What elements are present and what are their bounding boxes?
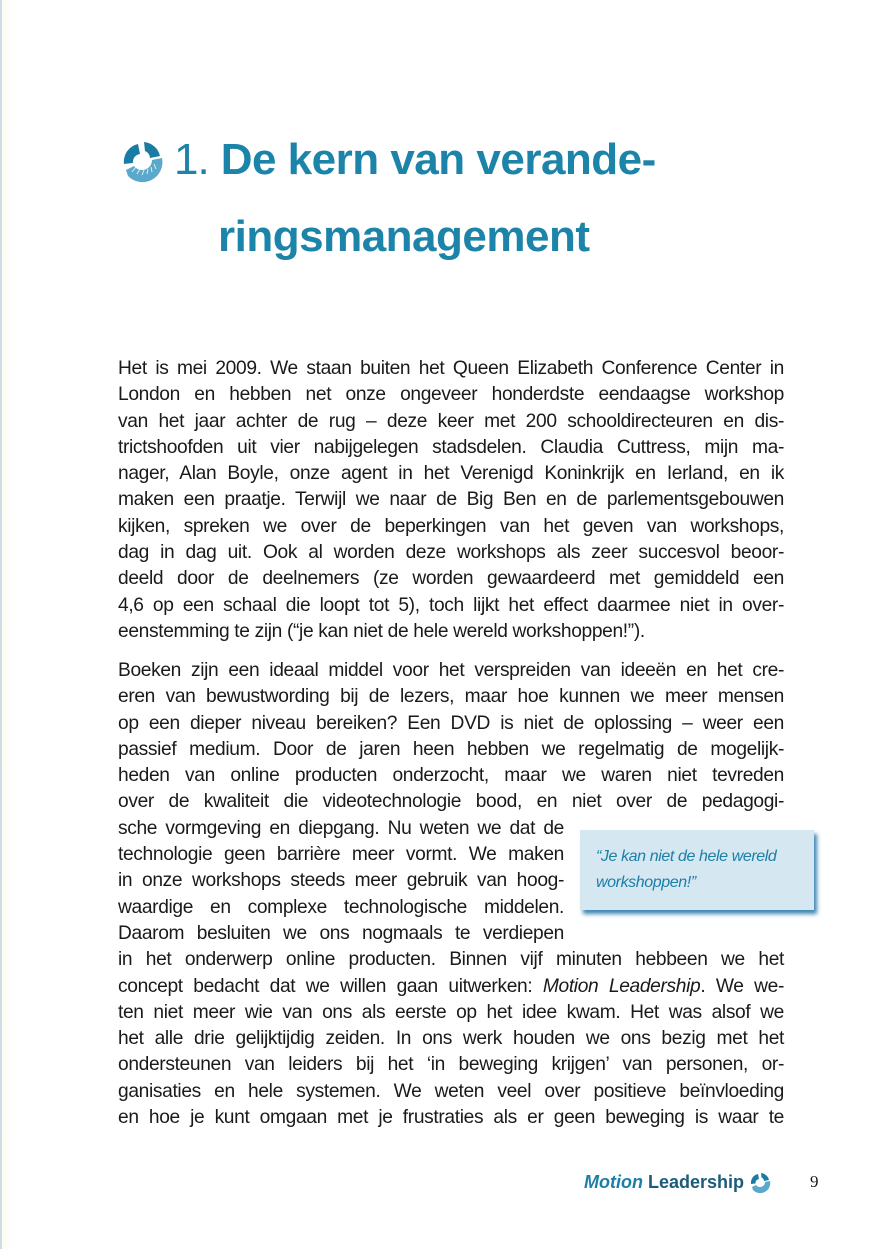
text-line: waardige en complexe technologische middelen.: [118, 896, 564, 918]
text-line: Daarom besluiten we ons nogmaals te verdiepen: [118, 922, 564, 944]
text-line: eren van bewustwording bij de lezers, maar hoe kunnen we meer mensen: [118, 686, 784, 708]
pull-quote-line2: workshoppen!”: [596, 874, 696, 891]
text-line: in het onderwerp online producten. Binnen vijf minuten hebbeen we het: [118, 949, 784, 971]
footer-brand-motion: Motion: [584, 1171, 643, 1192]
book-title-italic: Motion Leadership: [542, 975, 701, 997]
text-line: over de kwaliteit die videotechnologie bood, en niet over de pedagogi-: [118, 791, 784, 813]
footer-brand-leadership: Leadership: [647, 1171, 745, 1192]
text-line: Het is mei 2009. We staan buiten het Queen Elizabeth Conference Center in: [118, 358, 784, 379]
text-line: kijken, spreken we over de beperkingen van het geven van workshops,: [118, 515, 784, 537]
text-line: op een dieper niveau bereiken? Een DVD is niet de oplossing – weer een: [118, 712, 784, 734]
text-line: technologie geen barrière meer vormt. We maken: [118, 844, 564, 866]
text-line: passief medium. Door de jaren heen hebben we regelmatig de mogelijk-: [118, 738, 784, 760]
chapter-title-line2: ringsmanagement: [218, 212, 590, 261]
chapter-heading: [118, 128, 758, 261]
text-line: ondersteunen van leiders bij het ‘in beweging krijgen’ van personen, or-: [118, 1054, 784, 1076]
text-segment: . We we-: [700, 975, 784, 997]
footer-brand: [584, 1170, 772, 1194]
text-line: ten niet meer wie van ons als eerste op het idee kwam. Het was alsof we: [118, 1001, 784, 1023]
text-line: maken een praatje. Terwijl we naar de Big Ben en de parlementsgebouwen: [118, 489, 784, 511]
chapter-title-line1: De kern van verande-: [220, 135, 656, 184]
page-number: 9: [810, 1172, 819, 1191]
text-line: in onze workshops steeds meer gebruik van hoog-: [118, 870, 564, 892]
text-line: dag in dag uit. Ook al worden deze workshops als zeer succesvol beoor-: [118, 542, 784, 564]
text-line: sche vormgeving en diepgang. Nu weten we dat de: [118, 817, 564, 839]
text-line: heden van online producten onderzocht, maar we waren niet tevreden: [118, 765, 784, 787]
motion-leadership-logo-icon: [748, 1170, 772, 1194]
text-line: London en hebben net onze ongeveer honderdste eendaagse workshop: [118, 384, 784, 406]
motion-leadership-logo-icon: [118, 136, 166, 184]
text-line: [118, 974, 784, 1000]
text-line: nager, Alan Boyle, onze agent in het Verenigd Koninkrijk en Ierland, en ik: [118, 463, 784, 485]
text-line: van het jaar achter de rug – deze keer met 200 schooldirecteuren en dis-: [118, 410, 784, 432]
text-line: trictshoofden uit vier nabijgelegen stadsdelen. Claudia Cuttress, mijn ma-: [118, 436, 784, 458]
chapter-number: 1.: [174, 135, 209, 184]
page-edge-shade: [2, 0, 14, 1249]
text-line: 4,6 op een schaal die loopt tot 5), toch lijkt het effect daarmee niet in over-: [118, 594, 784, 616]
pull-quote: [580, 830, 814, 910]
text-line: en hoe je kunt omgaan met je frustraties als er geen beweging is waar te: [118, 1107, 784, 1129]
text-line: ganisaties en hele systemen. We weten veel over positieve beïnvloeding: [118, 1080, 784, 1102]
text-line: Boeken zijn een ideaal middel voor het verspreiden van ideeën en het cre-: [118, 660, 784, 681]
text-segment: concept bedacht dat we willen gaan uitwerken:: [118, 975, 543, 997]
text-wrap-around-quote: [118, 816, 564, 947]
paragraph-1: [118, 356, 784, 645]
text-line: eenstemming te zijn (“je kan niet de hele wereld workshoppen!”).: [118, 620, 645, 642]
pull-quote-line1: “Je kan niet de hele wereld: [596, 848, 777, 865]
text-line: het alle drie gelijktijdig zeiden. In ons werk houden we ons bezig met het: [118, 1028, 784, 1050]
text-line: deeld door de deelnemers (ze worden gewaardeerd met gemiddeld een: [118, 568, 784, 590]
